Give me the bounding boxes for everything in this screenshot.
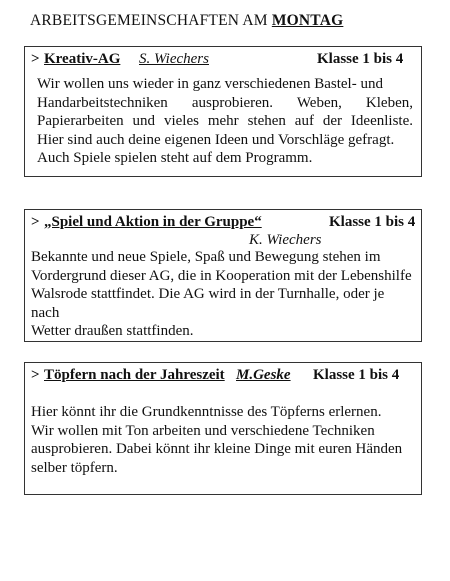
- activity-card-spiel-und-aktion: [24, 209, 422, 342]
- activity-grades: Klasse 1 bis 4: [313, 367, 400, 383]
- activity-marker: >: [31, 367, 40, 383]
- page-title-day: MONTAG: [271, 12, 344, 29]
- description-line: Wetter draußen stattfinden.: [31, 323, 194, 339]
- description-line: Wir wollen uns wieder in ganz verschiedenen Bastel- und: [37, 76, 383, 92]
- activity-header: [31, 51, 415, 69]
- activity-name: Kreativ-AG: [44, 51, 121, 67]
- activity-teacher: K. Wiechers: [249, 232, 322, 248]
- description-line: Auch Spiele spielen steht auf dem Programm.: [37, 150, 313, 166]
- activity-header: [31, 214, 415, 232]
- page-title: [30, 12, 343, 30]
- description-line: selber töpfern.: [31, 459, 118, 476]
- description-line: Handarbeitstechniken ausprobieren. Weben, Kleben,: [37, 94, 413, 111]
- description-line: ausprobieren. Dabei könnt ihr kleine Dinge mit euren Händen: [31, 441, 403, 457]
- activity-card-toepfern: [24, 362, 422, 495]
- activity-name: „Spiel und Aktion in der Gruppe“: [44, 214, 262, 230]
- activity-marker: >: [31, 214, 40, 230]
- description-line: Papierarbeiten und vieles mehr stehen auf der Ideenliste.: [37, 113, 413, 129]
- activity-description: [37, 75, 413, 168]
- activity-teacher: S. Wiechers: [139, 51, 209, 67]
- description-line: Hier sind auch deine eigenen Ideen und Vorschläge gefragt.: [37, 131, 395, 148]
- page-title-prefix: ARBEITSGEMEINSCHAFTEN AM: [30, 12, 268, 29]
- description-line: Wir wollen mit Ton arbeiten und verschiedene Techniken: [31, 422, 375, 439]
- activity-header: [31, 367, 415, 385]
- activity-teacher: M.Geske: [236, 367, 291, 383]
- activity-card-kreativ-ag: [24, 46, 422, 177]
- activity-marker: >: [31, 51, 40, 67]
- description-line: Bekannte und neue Spiele, Spaß und Bewegung stehen im: [31, 249, 381, 265]
- activity-name: Töpfern nach der Jahreszeit: [44, 367, 225, 383]
- activity-description: [31, 403, 415, 477]
- description-line: Hier könnt ihr die Grundkenntnisse des Töpferns erlernen.: [31, 404, 382, 420]
- activity-description: [31, 248, 415, 341]
- description-line: Vordergrund dieser AG, die in Kooperation mit der Lebenshilfe: [31, 267, 412, 284]
- description-line: Walsrode stattfindet. Die AG wird in der Turnhalle, oder je nach: [31, 286, 385, 321]
- activity-grades: Klasse 1 bis 4: [329, 214, 416, 230]
- activity-grades: Klasse 1 bis 4: [317, 51, 404, 67]
